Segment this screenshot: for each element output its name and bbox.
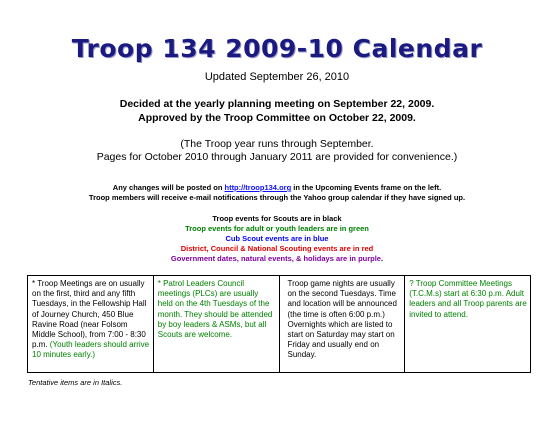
tentative-note: Tentative items are in Italics. xyxy=(28,378,123,387)
notes-table xyxy=(27,275,531,373)
tcm-text: ? Troop Committee Meetings (T.C.M.s) start at 6:30 p.m. Adult leaders and all Troop parents are invited to attend. xyxy=(409,279,527,319)
updated-date: Updated September 26, 2010 xyxy=(204,71,350,83)
legend-cub-scouts: Cub Scout events are in blue xyxy=(225,234,329,243)
page-title: Troop 134 2009-10 Calendar xyxy=(71,34,483,63)
youth-leaders-note: (Youth leaders should arrive 10 minutes early.) xyxy=(32,340,150,360)
decided-line: Decided at the yearly planning meeting on September 22, 2009. xyxy=(119,98,435,110)
plc-text: * Patrol Leaders Council meetings (PLCs) are usually held on the 4th Tuesdays of the month. They should be attended by boy leaders & ASMs, but all Scouts are welcome. xyxy=(157,279,273,340)
troop-meetings-cell xyxy=(28,276,154,372)
decided-note xyxy=(0,97,554,125)
changes-line-1 xyxy=(0,183,554,193)
legend-government-line xyxy=(0,254,554,264)
changes-line-2: Troop members will receive e-mail notifications through the Yahoo group calendar if they have signed up. xyxy=(88,193,466,202)
changes-text-after: in the Upcoming Events frame on the left. xyxy=(291,183,442,192)
year-note xyxy=(0,138,554,164)
legend-scouts: Troop events for Scouts are in black xyxy=(212,214,342,223)
approved-line: Approved by the Troop Committee on October 22, 2009. xyxy=(138,112,416,124)
legend-adults: Troop events for adult or youth leaders are in green xyxy=(185,224,369,233)
game-nights-cell xyxy=(280,276,406,372)
troop-website-link[interactable]: http://troop134.org xyxy=(224,183,292,192)
changes-text-before: Any changes will be posted on xyxy=(112,183,225,192)
color-legend xyxy=(0,214,554,264)
troop-meetings-text: * Troop Meetings are on usually on the first, third and any fifth Tuesdays, in the Fellowship Hall of Journey Church, 450 Blue Ravine Road (near Folsom Middle School), from 7:00 - 8:30 p.m. xyxy=(32,279,147,350)
year-note-line-1: (The Troop year runs through September. xyxy=(180,138,374,150)
legend-district: District, Council & National Scouting events are in red xyxy=(180,244,374,253)
legend-government: Government dates, natural events, & holidays are in purple xyxy=(170,254,381,263)
overnights-text: Overnights which are listed to start on Saturday may start on Friday and usually end on Sunday. xyxy=(287,319,395,360)
changes-note xyxy=(0,183,554,203)
tcm-cell xyxy=(405,276,530,372)
legend-government-period: . xyxy=(380,254,384,263)
plc-cell xyxy=(154,276,280,372)
year-note-line-2: Pages for October 2010 through January 2011 are provided for convenience.) xyxy=(96,151,458,163)
game-nights-text: Troop game nights are usually on the second Tuesdays. Time and location will be announced (the time is often 6:00 p.m.) xyxy=(287,279,397,319)
